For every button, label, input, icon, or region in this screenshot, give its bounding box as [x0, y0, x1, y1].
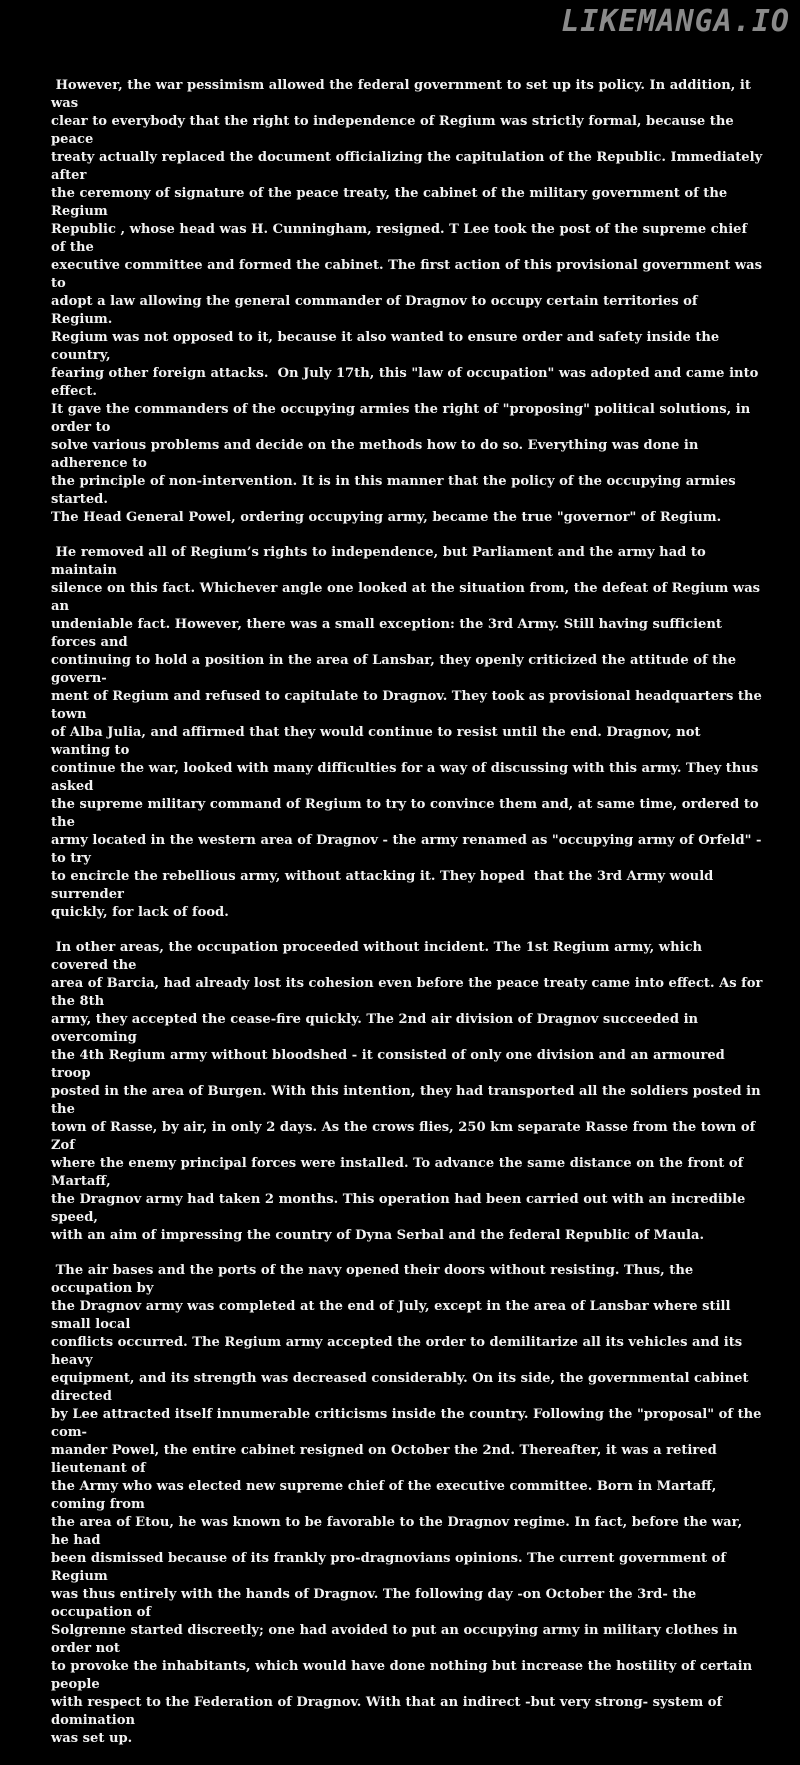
watermark-logo: LIKEMANGA.IO — [561, 4, 790, 39]
paragraph-4: The air bases and the ports of the navy opened their doors without resisting. Thus, the occupation by the Dragnov army was completed at the end of July, except in the area of Lansbar where still small local conflicts occurred. The Regium army accepted the order to demilitarize all its vehicles and its heavy equipment, and its strength was decreased considerably. On its side, the governmental cabinet directed by Lee attracted itself innumerable criticisms inside the country. Following the "proposal" of the com- mander Powel, the entire cabinet resigned on October the 2nd. Thereafter, it was a retired lieutenant of the Army who was elected new supreme chief of the executive committee. Born in Martaff, coming from the area of Etou, he was known to be favorable to the Dragnov regime. In fact, before the war, he had been dismissed because of its frankly pro-dragnovians opinions. The current government of Regium was thus entirely with the hands of Dragnov. The following day -on October the 3rd- the occupation of Solgrenne started discreetly; one had avoided to put an occupying army in military clothes in order not to provoke the inhabitants, which would have done nothing but increase the hostility of certain people with respect to the Federation of Dragnov. With that an indirect -but very strong- system of domination was set up. — [51, 1263, 762, 1746]
paragraph-3: In other areas, the occupation proceeded without incident. The 1st Regium army, which covered the area of Barcia, had already lost its cohesion even before the peace treaty came into effect. As for the 8th army, they accepted the cease-fire quickly. The 2nd air division of Dragnov succeeded in overcoming the 4th Regium army without bloodshed - it consisted of only one division and an armoured troop posted in the area of Burgen. With this intention, they had transported all the soldiers posted in the town of Rasse, by air, in only 2 days. As the crows flies, 250 km separate Rasse from the town of Zof where the enemy principal forces were installed. To advance the same distance on the front of Martaff, the Dragnov army had taken 2 months. This operation had been carried out with an incredible speed, with an aim of impressing the country of Dyna Serbal and the federal Republic of Maula. — [51, 940, 763, 1243]
paragraph-2: He removed all of Regium’s rights to independence, but Parliament and the army had to maintain silence on this fact. Whichever angle one looked at the situation from, the defeat of Regium was an undeniable fact. However, there was a small exception: the 3rd Army. Still having sufficient forces and continuing to hold a position in the area of Lansbar, they openly criticized the attitude of the govern- ment of Regium and refused to capitulate to Dragnov. They took as provisional headquarters the town of Alba Julia, and affirmed that they would continue to resist until the end. Dragnov, not wanting to continue the war, looked with many difficulties for a way of discussing with this army. They thus asked the supreme military command of Regium to try to convince them and, at same time, ordered to the army located in the western area of Dragnov - the army renamed as "occupying army of Orfeld" - to try to encircle the rebellious army, without attacking it. They hoped that the 3rd Army would surrender quickly, for lack of food. — [51, 545, 762, 920]
article-text — [51, 77, 763, 1765]
paragraph-1: However, the war pessimism allowed the federal government to set up its policy. In addition, it was clear to everybody that the right to independence of Regium was strictly formal, because the peace treaty actually replaced the document officializing the capitulation of the Republic. Immediately after the ceremony of signature of the peace treaty, the cabinet of the military government of the Regium Republic , whose head was H. Cunningham, resigned. T Lee took the post of the supreme chief of the executive committee and formed the cabinet. The first action of this provisional government was to adopt a law allowing the general commander of Dragnov to occupy certain territories of Regium. Regium was not opposed to it, because it also wanted to ensure order and safety inside the country, fearing other foreign attacks. On July 17th, this "law of occupation" was adopted and came into effect. It gave the commanders of the occupying armies the right of "proposing" political solutions, in order to solve various problems and decide on the methods how to do so. Everything was done in adherence to the principle of non-intervention. It is in this manner that the policy of the occupying armies started. The Head General Powel, ordering occupying army, became the true "governor" of Regium. — [51, 78, 763, 525]
